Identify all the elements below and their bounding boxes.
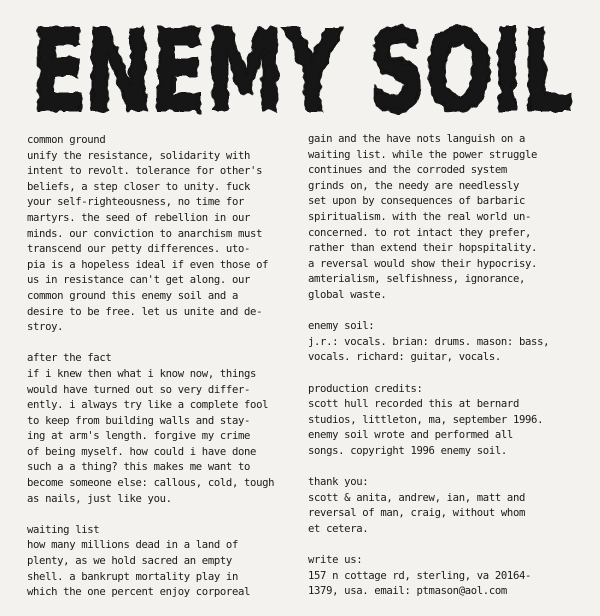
text-section bbox=[308, 132, 588, 304]
text-line: if i knew then what i know now, things bbox=[27, 367, 257, 380]
text-line: common ground this enemy soil and a bbox=[27, 289, 238, 302]
text-line: rather than extend their hopspitality. bbox=[308, 242, 538, 255]
text-line: gain and the have nots languish on a bbox=[308, 133, 526, 145]
text-line: martyrs. the seed of rebellion in our bbox=[27, 211, 251, 224]
text-line: waiting list. while the power struggle bbox=[308, 148, 538, 161]
text-section bbox=[308, 382, 588, 460]
section-heading: common ground bbox=[27, 134, 106, 146]
text-line: desire to be free. let us unite and de- bbox=[27, 305, 263, 318]
text-line: unify the resistance, solidarity with bbox=[27, 149, 251, 162]
text-line: shell. a bankrupt mortality play in bbox=[27, 570, 238, 583]
text-line: intent to revolt. tolerance for other's bbox=[27, 165, 263, 178]
text-line: which the one percent enjoy corporeal bbox=[27, 586, 251, 599]
text-line: set upon by consequences of barbaric bbox=[308, 195, 526, 208]
text-line: j.r.: vocals. brian: drums. mason: bass, bbox=[308, 335, 550, 348]
left-column bbox=[27, 133, 289, 616]
text-line: 1379, usa. email: ptmason@aol.com bbox=[308, 585, 507, 598]
text-line: how many millions dead in a land of bbox=[27, 539, 238, 552]
text-line: plenty, as we hold sacred an empty bbox=[27, 555, 232, 568]
text-line: studios, littleton, ma, september 1996. bbox=[308, 413, 544, 426]
band-logo bbox=[30, 12, 575, 124]
text-line: scott hull recorded this at bernard bbox=[308, 398, 519, 411]
text-line: continues and the corroded system bbox=[308, 164, 507, 177]
text-section bbox=[27, 351, 289, 507]
text-line: as nails, just like you. bbox=[27, 492, 172, 505]
section-heading: thank you: bbox=[308, 476, 369, 489]
text-line: minds. our conviction to anarchism must bbox=[27, 227, 263, 240]
text-line: would have turned out so very differ- bbox=[27, 383, 251, 396]
text-line: et cetera. bbox=[308, 522, 369, 535]
text-line: become someone else: callous, cold, tough bbox=[27, 477, 275, 490]
text-line: amterialism, selfishness, ignorance, bbox=[308, 273, 526, 286]
text-line: reversal of man, craig, without whom bbox=[308, 507, 526, 520]
band-logo-text: ENEMY SOIL bbox=[32, 12, 572, 124]
text-line: of being myself. how could i have done bbox=[27, 445, 257, 458]
text-line: your self-righteousness, no time for bbox=[27, 196, 245, 209]
text-line: such a a thing? this makes me want to bbox=[27, 461, 251, 474]
text-line: grinds on, the needy are needlessly bbox=[308, 179, 519, 192]
text-line: global waste. bbox=[308, 288, 387, 301]
text-line: beliefs, a step closer to unity. fuck bbox=[27, 180, 251, 193]
text-section bbox=[308, 319, 588, 366]
text-line: scott & anita, andrew, ian, matt and bbox=[308, 491, 526, 504]
right-column bbox=[308, 132, 588, 615]
text-line: to keep from building walls and stay- bbox=[27, 414, 251, 427]
text-line: concerned. to rot intact they prefer, bbox=[308, 226, 532, 239]
text-line: ently. i always try like a complete fool bbox=[27, 399, 269, 412]
text-line: a reversal would show their hypocrisy. bbox=[308, 257, 538, 270]
text-line: pia is a hopeless ideal if even those of bbox=[27, 258, 269, 271]
section-heading: enemy soil: bbox=[308, 320, 375, 333]
text-section bbox=[308, 553, 588, 600]
text-line: ing at arm's length. forgive my crime bbox=[27, 430, 251, 443]
text-line: 157 n cottage rd, sterling, va 20164- bbox=[308, 569, 532, 582]
text-line: spiritualism. with the real world un- bbox=[308, 210, 532, 223]
text-section bbox=[27, 523, 289, 601]
text-line: transcend our petty differences. uto- bbox=[27, 243, 251, 256]
text-line: us in resistance can't get along. our bbox=[27, 274, 251, 287]
text-line: enemy soil wrote and performed all bbox=[308, 429, 513, 442]
text-section bbox=[308, 475, 588, 537]
text-line: stroy. bbox=[27, 321, 64, 334]
text-line: vocals. richard: guitar, vocals. bbox=[308, 351, 501, 364]
text-line: songs. copyright 1996 enemy soil. bbox=[308, 444, 507, 457]
section-heading: after the fact bbox=[27, 352, 112, 365]
section-heading: write us: bbox=[308, 554, 363, 567]
section-heading: waiting list bbox=[27, 523, 100, 536]
section-heading: production credits: bbox=[308, 382, 423, 395]
text-section bbox=[27, 133, 289, 336]
